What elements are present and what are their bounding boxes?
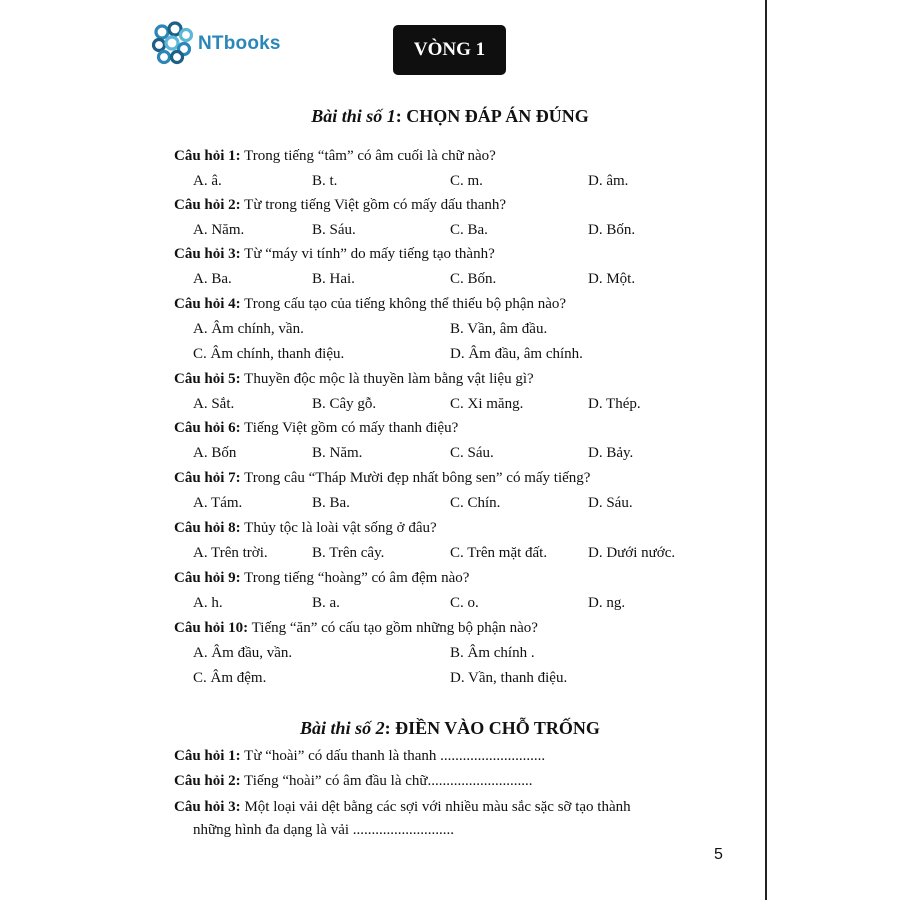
fill-question-label: Câu hỏi 3: <box>174 799 241 815</box>
answer-option: A. Năm. <box>193 222 245 238</box>
question <box>174 246 495 263</box>
question <box>174 371 534 388</box>
answer-option: C. Âm đệm. <box>193 670 267 686</box>
question-label: Câu hỏi 9: <box>174 570 241 586</box>
question-label: Câu hỏi 4: <box>174 296 241 312</box>
answer-option: B. Năm. <box>312 445 363 461</box>
answer-option: D. âm. <box>588 173 629 189</box>
answer-option: B. Hai. <box>312 271 355 287</box>
answer-option: D. Một. <box>588 271 636 287</box>
fill-question-label: Câu hỏi 2: <box>174 773 241 789</box>
answer-option: D. ng. <box>588 595 626 611</box>
question-label: Câu hỏi 8: <box>174 520 241 536</box>
question-text: Tiếng Việt gồm có mấy thanh điệu? <box>240 420 459 436</box>
fill-question-text: Một loại vải dệt bằng các sợi với nhiều màu sắc sặc sỡ tạo thành <box>240 799 631 815</box>
page-edge-rule <box>765 0 767 900</box>
answer-option: A. Trên trời. <box>193 545 268 561</box>
question-text: Thuyền độc mộc là thuyền làm bằng vật liệu gì? <box>240 371 534 387</box>
question <box>174 620 538 637</box>
answer-option: A. Âm chính, vần. <box>193 321 304 337</box>
question-label: Câu hỏi 3: <box>174 246 241 262</box>
answer-option: B. t. <box>312 173 338 189</box>
question-text: Trong tiếng “tâm” có âm cuối là chữ nào? <box>240 148 496 164</box>
question-text: Thủy tộc là loài vật sống ở đâu? <box>240 520 437 536</box>
answer-option: A. h. <box>193 595 223 611</box>
answer-option: B. Cây gỗ. <box>312 396 377 412</box>
answer-option: C. Ba. <box>450 222 488 238</box>
answer-option: C. Trên mặt đất. <box>450 545 548 561</box>
question <box>174 570 469 587</box>
answer-option: A. Âm đầu, vần. <box>193 645 293 661</box>
round-badge: VÒNG 1 <box>393 25 506 75</box>
question <box>174 148 496 165</box>
answer-option: D. Bốn. <box>588 222 636 238</box>
question-label: Câu hỏi 10: <box>174 620 249 636</box>
question-label: Câu hỏi 1: <box>174 148 241 164</box>
answer-option: D. Bảy. <box>588 445 634 461</box>
question <box>174 520 437 537</box>
fill-question <box>174 799 631 816</box>
section-2-title <box>0 718 900 739</box>
section-1-title <box>0 106 900 127</box>
logo-text: NTbooks <box>198 33 281 54</box>
answer-option: D. Sáu. <box>588 495 633 511</box>
answer-option: B. Vần, âm đầu. <box>450 321 548 337</box>
fill-question-text: Tiếng “hoài” có âm đầu là chữ............................ <box>240 773 533 789</box>
answer-option: A. Tám. <box>193 495 243 511</box>
answer-option: C. Sáu. <box>450 445 494 461</box>
fill-question-label: Câu hỏi 1: <box>174 748 241 764</box>
fill-question <box>174 773 533 790</box>
answer-option: C. m. <box>450 173 483 189</box>
question-text: Từ trong tiếng Việt gồm có mấy dấu thanh? <box>240 197 507 213</box>
question <box>174 470 590 487</box>
section-1-prefix: Bài thi số 1 <box>311 106 396 126</box>
question-text: Trong tiếng “hoàng” có âm đệm nào? <box>240 570 470 586</box>
answer-option: B. Trên cây. <box>312 545 385 561</box>
answer-option: A. Ba. <box>193 271 232 287</box>
question-label: Câu hỏi 6: <box>174 420 241 436</box>
page-number: 5 <box>714 846 723 863</box>
brand-logo <box>150 20 281 68</box>
section-2-prefix: Bài thi số 2 <box>300 718 385 738</box>
question <box>174 420 458 437</box>
section-2-heading: : ĐIỀN VÀO CHỖ TRỐNG <box>384 718 600 738</box>
answer-option: B. Âm chính . <box>450 645 535 661</box>
fill-question-continuation: những hình đa dạng là vải ........................... <box>193 822 455 838</box>
answer-option: A. Bốn <box>193 445 237 461</box>
answer-option: D. Âm đầu, âm chính. <box>450 346 583 362</box>
answer-option: D. Thép. <box>588 396 641 412</box>
answer-option: D. Vần, thanh điệu. <box>450 670 568 686</box>
answer-option: B. Ba. <box>312 495 350 511</box>
question-text: Tiếng “ăn” có cấu tạo gồm những bộ phận nào? <box>248 620 538 636</box>
answer-option: C. Xi măng. <box>450 396 524 412</box>
question-text: Từ “máy vi tính” do mấy tiếng tạo thành? <box>240 246 495 262</box>
question-label: Câu hỏi 7: <box>174 470 241 486</box>
question-text: Trong câu “Tháp Mười đẹp nhất bông sen” có mấy tiếng? <box>240 470 591 486</box>
section-1-heading: : CHỌN ĐÁP ÁN ĐÚNG <box>395 106 589 126</box>
answer-option: A. â. <box>193 173 222 189</box>
answer-option: C. Chín. <box>450 495 501 511</box>
answer-option: B. a. <box>312 595 340 611</box>
answer-option: C. Âm chính, thanh điệu. <box>193 346 345 362</box>
fill-question <box>174 748 545 765</box>
question <box>174 296 566 313</box>
fill-question-text: Từ “hoài” có dấu thanh là thanh ............................ <box>240 748 546 764</box>
answer-option: B. Sáu. <box>312 222 356 238</box>
answer-option: A. Sắt. <box>193 396 235 412</box>
answer-option: C. Bốn. <box>450 271 497 287</box>
question-text: Trong cấu tạo của tiếng không thể thiếu bộ phận nào? <box>240 296 567 312</box>
answer-option: D. Dưới nước. <box>588 545 676 561</box>
ntbooks-logo-icon <box>150 21 196 67</box>
question-label: Câu hỏi 2: <box>174 197 241 213</box>
answer-option: C. o. <box>450 595 479 611</box>
question <box>174 197 506 214</box>
question-label: Câu hỏi 5: <box>174 371 241 387</box>
